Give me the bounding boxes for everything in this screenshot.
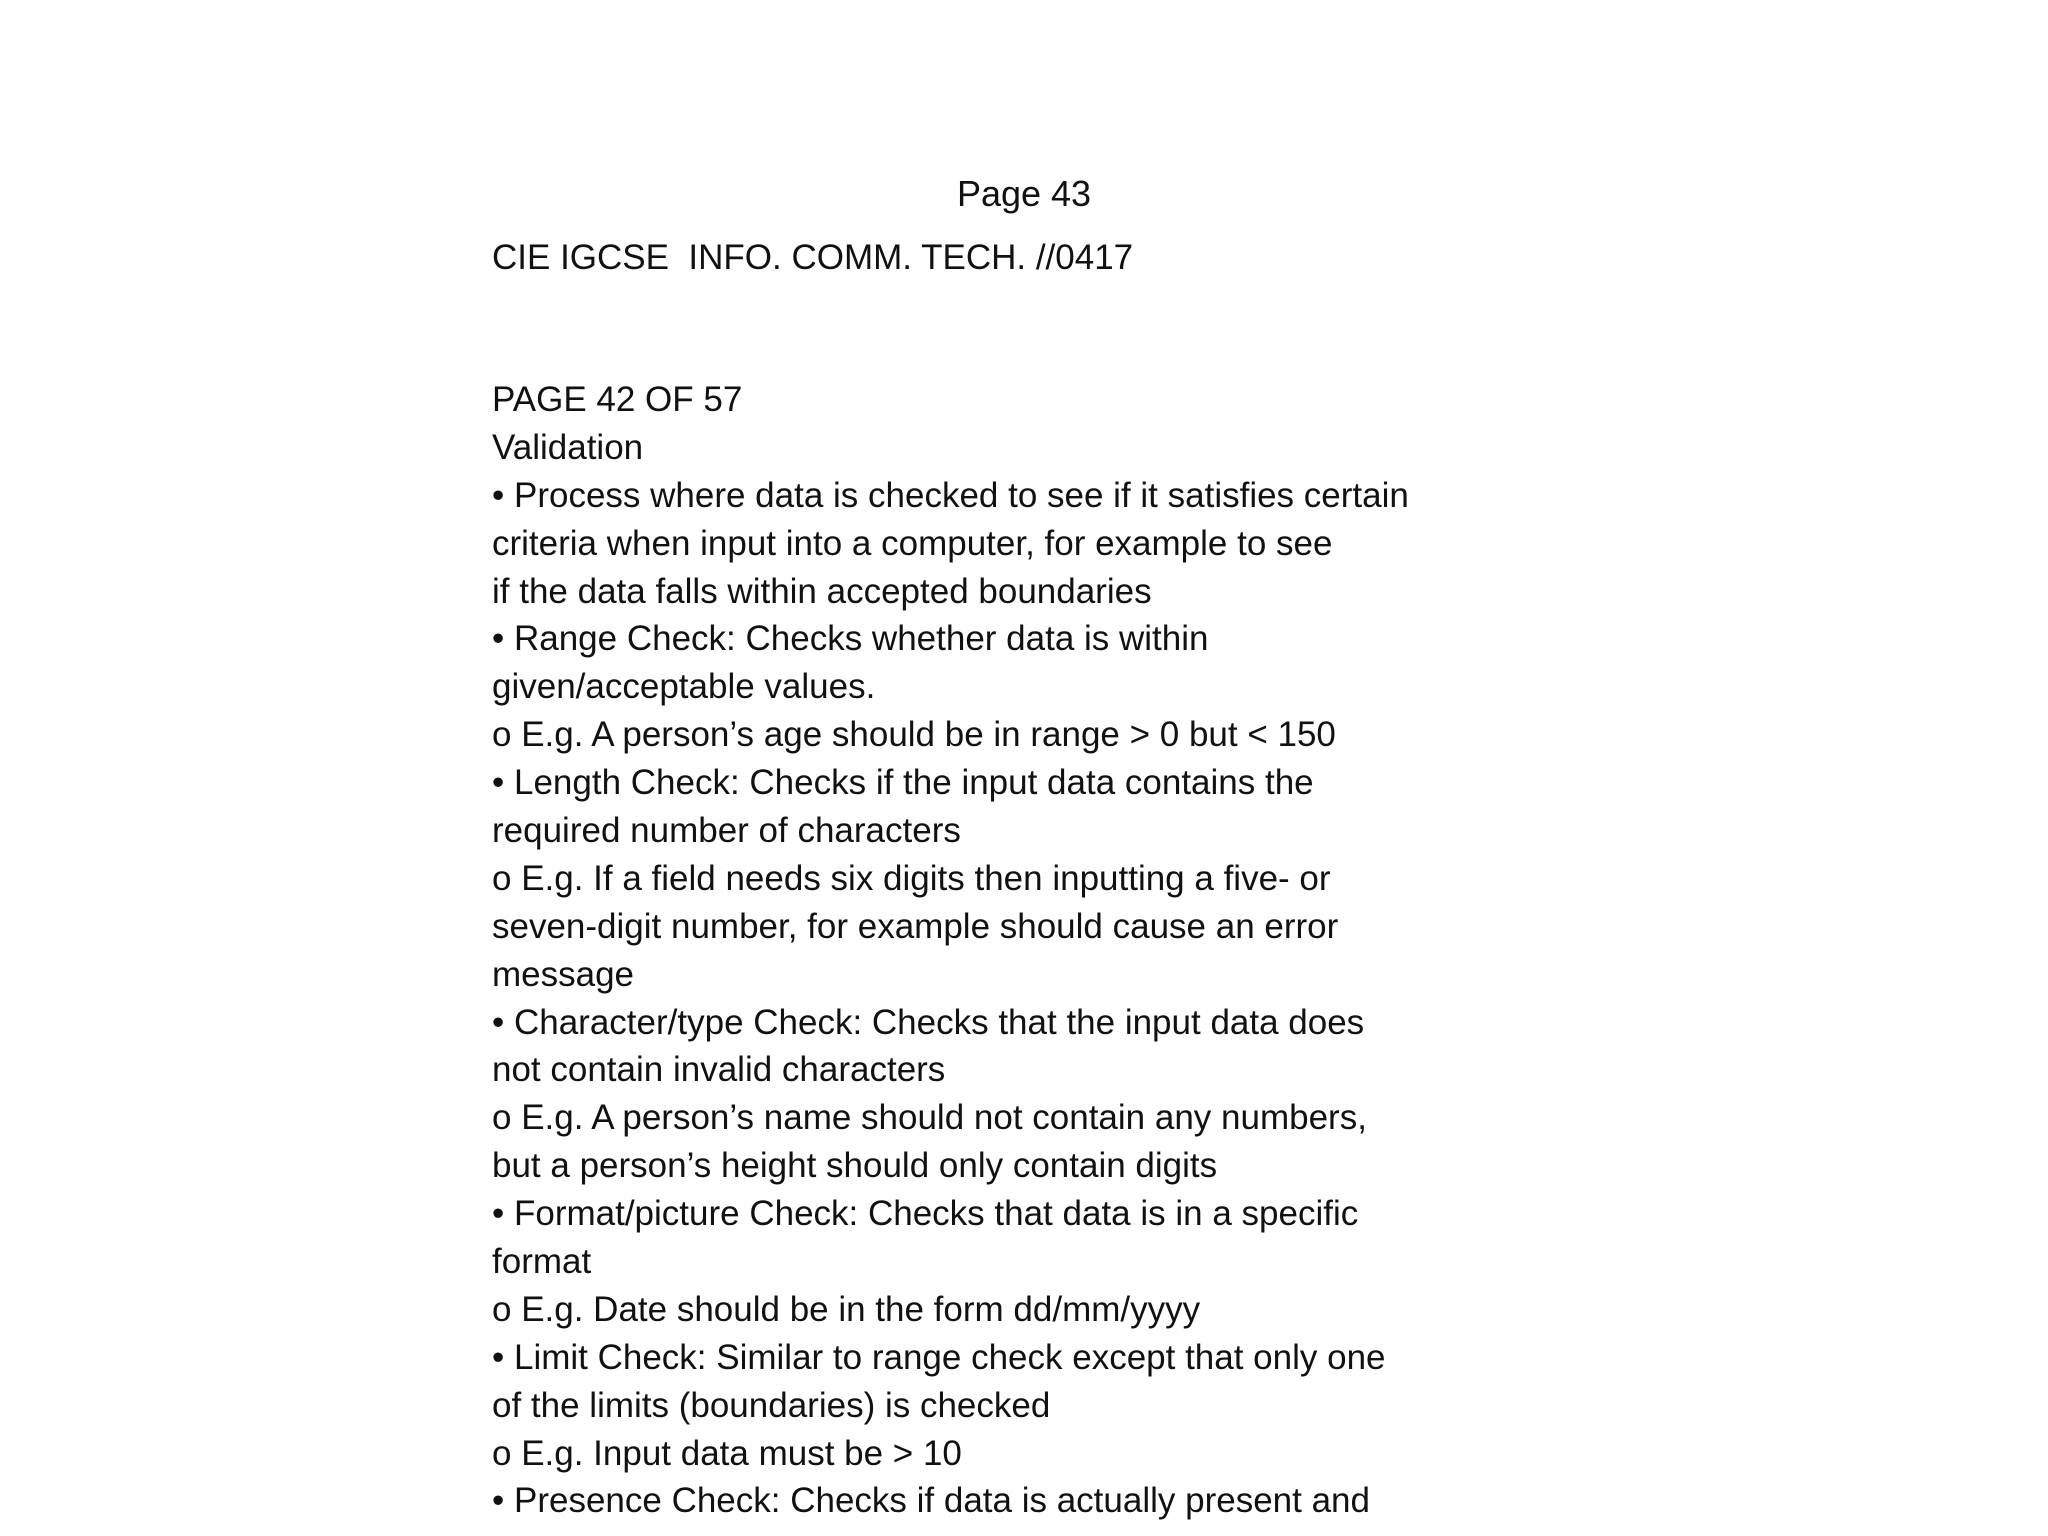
text-line: o E.g. Date should be in the form dd/mm/yyyy xyxy=(492,1289,1201,1329)
text-line: message xyxy=(492,954,635,994)
header-title: CIE IGCSE INFO. COMM. TECH. //0417 xyxy=(492,238,1134,277)
text-line: • Limit Check: Similar to range check except that only one xyxy=(492,1337,1386,1377)
text-line: of the limits (boundaries) is checked xyxy=(492,1385,1051,1425)
text-line: format xyxy=(492,1242,592,1282)
text-line: o E.g. If a field needs six digits then inputting a five- or xyxy=(492,858,1331,898)
text-line: • Length Check: Checks if the input data contains the xyxy=(492,763,1314,803)
text-line: required number of characters xyxy=(492,811,961,851)
text-line: o E.g. A person’s name should not contain any numbers, xyxy=(492,1098,1367,1138)
text-line: given/acceptable values. xyxy=(492,667,876,707)
text-line: o E.g. Input data must be > 10 xyxy=(492,1433,962,1473)
body-text xyxy=(492,376,1592,1525)
section-heading: Validation xyxy=(492,427,644,467)
text-line: criteria when input into a computer, for example to see xyxy=(492,523,1333,563)
text-line: seven-digit number, for example should cause an error xyxy=(492,906,1339,946)
text-line: o E.g. A person’s age should be in range > 0 but < 150 xyxy=(492,715,1336,755)
text-line: but a person’s height should only contain digits xyxy=(492,1146,1218,1186)
text-line: • Process where data is checked to see if it satisfies certain xyxy=(492,475,1409,515)
page-number: Page 43 xyxy=(956,173,1092,214)
text-line: • Character/type Check: Checks that the input data does xyxy=(492,1002,1365,1042)
text-line: if the data falls within accepted boundaries xyxy=(492,571,1152,611)
text-line: • Format/picture Check: Checks that data is in a specific xyxy=(492,1194,1359,1234)
page-count-line: PAGE 42 OF 57 xyxy=(492,380,743,419)
text-line: not contain invalid characters xyxy=(492,1050,946,1090)
text-line: • Range Check: Checks whether data is within xyxy=(492,619,1209,659)
text-line: • Presence Check: Checks if data is actually present and xyxy=(492,1481,1370,1521)
